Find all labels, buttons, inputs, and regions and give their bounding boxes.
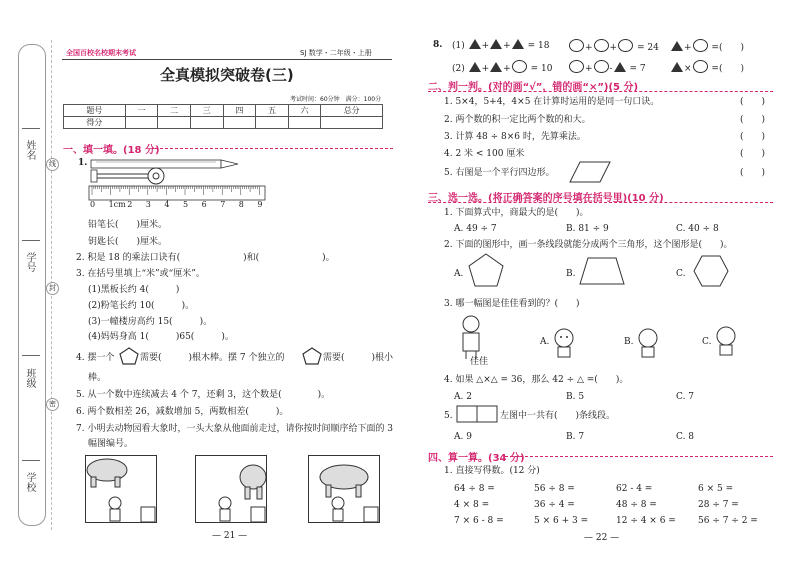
judge-3-answer[interactable]: ( ) [740, 132, 766, 142]
score-cell[interactable] [158, 117, 191, 129]
ruler-tick-labels [88, 200, 268, 212]
seal-seal-mark: 封 [46, 282, 59, 295]
section-divider [505, 456, 773, 457]
choice-5-option-b[interactable]: B. 7 [566, 432, 585, 442]
jiajia-label: 佳佳 [470, 357, 489, 367]
question-1-number: 1. [78, 158, 88, 168]
circle-icon [594, 60, 609, 73]
choice-2-option-c[interactable]: C. [676, 269, 686, 279]
question-8-2-circles: + - = 7 [568, 60, 646, 75]
section-fill-in: 一、填一填。(18 分) [63, 145, 160, 156]
question-2: 2. 积是 18 的乘法口诀有( )和( )。 [76, 253, 335, 263]
q8-1-equals: = 18 [527, 41, 550, 51]
question-4-c: 需要( )根小 [323, 353, 394, 363]
calc-item[interactable]: 7 × 6 - 8 = [454, 516, 504, 526]
ruler-label: 4 [164, 200, 170, 209]
choice-1: 1. 下面算式中，商最大的是( )。 [444, 208, 589, 218]
ruler-label: 2 [127, 200, 133, 209]
number-line [22, 240, 40, 241]
exam-time: 考试时间：60分钟 满分：100分 [290, 96, 382, 103]
calc-item[interactable]: 62 - 4 = [616, 484, 653, 494]
pentagon-icon [467, 252, 505, 288]
triangle-icon [614, 62, 626, 72]
question-8-1-answer: + =( ) [670, 39, 744, 54]
boy-icon [219, 497, 231, 521]
trapezoid-icon [578, 256, 626, 286]
choice-3-option-a[interactable]: A. [540, 337, 550, 347]
pentagon-sticks-icon [301, 346, 323, 366]
score-header: 一 [125, 105, 158, 117]
jiajia-figure [454, 314, 488, 360]
q8-1-label: (1) [452, 41, 465, 51]
question-8-2-answer: × =( ) [670, 60, 744, 75]
elephant-scene-panel [308, 455, 380, 523]
key-icon [91, 168, 164, 184]
number-label: 学号 [24, 252, 35, 272]
pentagon-sticks-icon [118, 346, 140, 366]
calc-item[interactable]: 36 ÷ 4 = [534, 500, 575, 510]
section-judge: 二、判一判。(对的画“√”，错的画“×”)(5 分) [428, 82, 639, 93]
calc-item[interactable]: 56 ÷ 8 = [534, 484, 575, 494]
calc-item[interactable]: 5 × 6 + 3 = [534, 516, 589, 526]
choice-4-option-a[interactable]: A. 2 [454, 392, 472, 402]
q8-2-label: (2) [452, 64, 465, 74]
parallelogram-icon [568, 160, 612, 184]
circle-icon [693, 60, 708, 73]
calc-item[interactable]: 48 ÷ 8 = [616, 500, 657, 510]
question-8-number: 8. [433, 40, 443, 50]
ruler-label: 1cm [108, 200, 126, 209]
ruler-label: 5 [183, 200, 189, 209]
q8-answer-blank: =( ) [711, 43, 744, 53]
circle-icon [512, 60, 527, 73]
page-number-left: — 21 — [212, 531, 248, 541]
calc-item[interactable]: 28 ÷ 7 = [698, 500, 739, 510]
q1-pencil: 铅笔长( )厘米。 [88, 220, 168, 230]
section-calculate: 四、算一算。(34 分) [428, 453, 525, 464]
triangle-icon [469, 39, 481, 49]
triangle-icon [671, 62, 683, 72]
q3-3: (3)一幢楼房高约 15( )。 [88, 317, 213, 327]
question-6: 6. 两个数相差 26，减数增加 5，两数相差( )。 [76, 407, 289, 417]
triangle-icon [671, 41, 683, 51]
section-divider [428, 91, 773, 92]
calc-item[interactable]: 6 × 5 = [698, 484, 734, 494]
triangle-icon [490, 39, 502, 49]
q8-2-equals: = 10 [530, 64, 553, 74]
judge-1: 1. 5×4，5+4，4×5 在计算时运用的是同一句口诀。 [444, 97, 660, 107]
series-name: 全国百校名校期末考试 [66, 49, 136, 57]
score-cell[interactable] [125, 117, 158, 129]
choice-4: 4. 如果 △×△ = 36，那么 42 ÷ △ =( )。 [444, 375, 629, 385]
score-header: 五 [256, 105, 289, 117]
boy-icon [109, 497, 121, 521]
choice-1-option-c[interactable]: C. 40 ÷ 8 [676, 224, 719, 234]
choice-4-option-c[interactable]: C. 7 [676, 392, 695, 402]
section-choose: 三、选一选。(将正确答案的序号填在括号里)(10 分) [428, 193, 664, 204]
class-line [22, 355, 40, 356]
score-header: 四 [223, 105, 256, 117]
ruler-label: 8 [238, 200, 244, 209]
score-header: 六 [288, 105, 321, 117]
q1-key: 钥匙长( )厘米。 [88, 237, 168, 247]
grade-meta: SJ 数学・二年级・上册 [300, 49, 372, 57]
choice-1-option-a[interactable]: A. 49 ÷ 7 [454, 224, 497, 234]
judge-5: 5. 右图是一个平行四边形。 [444, 168, 555, 178]
score-header-row [64, 105, 383, 117]
figure-view-c [714, 326, 738, 356]
triangle-icon [512, 39, 524, 49]
judge-1-answer[interactable]: ( ) [740, 97, 766, 107]
score-header: 题号 [64, 105, 126, 117]
q8-2-circle-equals: = 7 [629, 64, 646, 74]
question-7-a: 7. 小明去动物园看大象时，一头大象从他面前走过，请你按时间顺序给下面的 3 [76, 424, 394, 434]
ruler-label: 0 [90, 200, 96, 209]
page-number-right: — 22 — [584, 533, 620, 543]
choice-3: 3. 哪一幅图是佳佳看到的？( ) [444, 299, 580, 309]
question-4-b: 需要( )根木棒。摆 7 个独立的 [140, 353, 285, 363]
figure-view-b [636, 328, 660, 358]
circle-icon [569, 60, 584, 73]
ruler-label: 7 [220, 200, 226, 209]
question-4-a: 4. 摆一个 [76, 353, 115, 363]
q8-circle-equals: = 24 [636, 43, 659, 53]
score-header: 总分 [321, 105, 383, 117]
calc-item[interactable]: 64 ÷ 8 = [454, 484, 495, 494]
choice-1-option-b[interactable]: B. 81 ÷ 9 [566, 224, 609, 234]
score-row-label: 得分 [64, 117, 126, 129]
section-divider [428, 202, 773, 203]
judge-5-answer[interactable]: ( ) [740, 168, 766, 178]
elephant-scene-panel [195, 455, 267, 523]
q3-2: (2)粉笔长约 10( )。 [88, 301, 195, 311]
name-line [22, 128, 40, 129]
score-header: 二 [158, 105, 191, 117]
calc-item[interactable]: 4 × 8 = [454, 500, 490, 510]
ruler-label: 3 [145, 200, 151, 209]
score-cell[interactable] [321, 117, 383, 129]
q8-2-answer-blank: =( ) [711, 64, 744, 74]
question-5: 5. 从一个数中连续减去 4 个 7，还剩 3，这个数是( )。 [76, 390, 331, 400]
figure-view-a [552, 328, 576, 358]
seal-secret-mark: 密 [46, 398, 59, 411]
score-cell[interactable] [288, 117, 321, 129]
section-divider [155, 148, 393, 149]
class-label: 班级 [24, 368, 35, 388]
judge-2: 2. 两个数的积一定比两个数的和大。 [444, 115, 591, 125]
judge-4-answer[interactable]: ( ) [740, 149, 766, 159]
pencil-icon [91, 160, 238, 168]
hexagon-icon [692, 254, 730, 288]
calc-item[interactable]: 56 ÷ 7 ÷ 2 = [698, 516, 758, 526]
q3-1: (1)黑板长约 4( ) [88, 285, 180, 295]
judge-3: 3. 计算 48 ÷ 8×6 时，先算乘法。 [444, 132, 586, 142]
school-label: 学校 [24, 472, 35, 492]
question-3: 3. 在括号里填上“米”或“厘米”。 [76, 269, 205, 279]
choice-5: 左图中一共有( )条线段。 [500, 411, 616, 421]
judge-2-answer[interactable]: ( ) [740, 115, 766, 125]
question-8-2: (2) + + = 10 [452, 60, 552, 75]
score-cell[interactable] [223, 117, 256, 129]
choice-2-option-b[interactable]: B. [566, 269, 576, 279]
score-cell[interactable] [190, 117, 223, 129]
ruler-label: 6 [201, 200, 207, 209]
header-rule [62, 59, 392, 60]
question-7-b: 幅图编号。 [88, 439, 134, 449]
school-line [22, 460, 40, 461]
segment-box-figure [456, 405, 498, 423]
triangle-icon [469, 62, 481, 72]
binding-sidebar [18, 44, 46, 526]
calc-item[interactable]: 12 ÷ 4 × 6 = [616, 516, 676, 526]
calc-instruction: 1. 直接写得数。(12 分) [444, 466, 540, 476]
choice-2-option-a[interactable]: A. [454, 269, 464, 279]
score-table [63, 104, 383, 129]
score-row [64, 117, 383, 129]
seal-line-mark: 线 [46, 158, 59, 171]
ruler-icon [89, 186, 265, 200]
choice-5-number: 5. [444, 411, 453, 421]
score-cell[interactable] [256, 117, 289, 129]
elephant-scene-panel [85, 455, 157, 523]
circle-icon [594, 39, 609, 52]
question-8-1-circles: + + = 24 [568, 39, 659, 54]
choice-4-option-b[interactable]: B. 5 [566, 392, 585, 402]
choice-3-option-b[interactable]: B. [624, 337, 634, 347]
boy-icon [332, 497, 344, 521]
judge-4: 4. 2 米 < 100 厘米 [444, 149, 525, 159]
question-8-1: (1) + + = 18 [452, 41, 550, 51]
score-header: 三 [190, 105, 223, 117]
question-4-d: 棒。 [88, 373, 107, 383]
circle-icon [569, 39, 584, 52]
name-label: 姓名 [24, 140, 35, 160]
triangle-icon [490, 62, 502, 72]
circle-icon [618, 39, 633, 52]
choice-5-option-c[interactable]: C. 8 [676, 432, 695, 442]
q3-4: (4)妈妈身高 1( )65( )。 [88, 332, 234, 342]
choice-2: 2. 下面的图形中，画一条线段就能分成两个三角形，这个图形是( )。 [444, 240, 733, 250]
page-title: 全真模拟突破卷(三) [160, 66, 294, 84]
ruler-label: 9 [257, 200, 263, 209]
choice-5-option-a[interactable]: A. 9 [454, 432, 472, 442]
circle-icon [693, 39, 708, 52]
choice-3-option-c[interactable]: C. [702, 337, 712, 347]
